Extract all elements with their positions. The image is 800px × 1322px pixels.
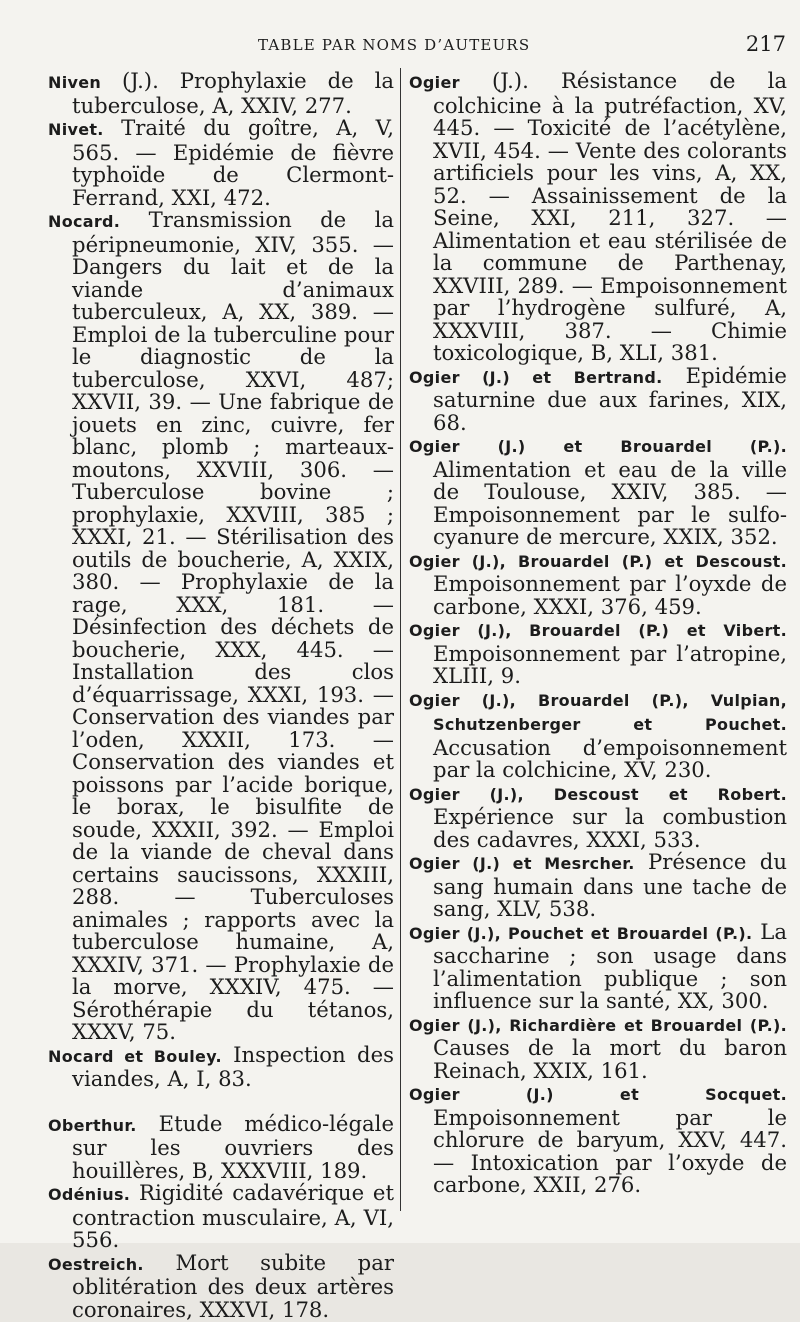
entry-text: Etude médico-légale sur les ouvriers des houillères, B, XXXVIII, 189. bbox=[72, 1110, 394, 1183]
author-name: Nivet. bbox=[48, 120, 104, 139]
index-entry bbox=[48, 117, 394, 209]
author-name: Ogier (J.), Pouchet et Brouardel (P.). bbox=[409, 923, 753, 943]
author-name: Ogier (J.) et Socquet. bbox=[409, 1085, 787, 1104]
index-entry bbox=[48, 1041, 394, 1091]
entry-text: Inspection des viandes, A, I, 83. bbox=[72, 1041, 394, 1091]
index-entry bbox=[409, 782, 787, 852]
entry-text: Rigidité cadavérique et contraction musculaire, A, VI, 556. bbox=[72, 1180, 394, 1252]
entry-text: Epidémie saturnine due aux farines, XIX, 68. bbox=[433, 362, 787, 435]
author-name: Ogier bbox=[409, 73, 460, 92]
index-entry bbox=[409, 70, 787, 365]
index-entry bbox=[409, 1013, 787, 1083]
index-entry bbox=[409, 362, 787, 435]
page-header bbox=[0, 32, 800, 58]
index-entry bbox=[409, 851, 787, 921]
entry-text: Présence du sang humain dans une tache de sang, XLV, 538. bbox=[433, 849, 787, 921]
entry-text: (J.). Résistance de la colchicine à la putréfaction, XV, 445. — Toxicité de l’acétylène, XVII, 454. — Vente des colorants artificiels pour les vins, A, XX, 52. — Assainissement de la Seine, XXI, 211, 327. — Alimentation et eau stérilisée de la commune de Parthenay, XXVIII, 289. — Empoisonnement par l’hydrogène sulfuré, A, XXXVIII, 387. — Chimie toxicologique, B, XLI, 381. bbox=[433, 68, 787, 365]
author-name: Ogier (J.), Brouardel (P.) et Descoust. bbox=[409, 551, 787, 571]
index-entry bbox=[409, 918, 787, 1013]
entry-text: Alimentation et eau de la ville de Toulouse, XXIV, 385. — Empoisonnement par le sulfo-cyanure de mercure, XXIX, 352. bbox=[433, 456, 787, 549]
entry-text: Empoisonnement par le chlorure de baryum, XXV, 447. — Intoxication par l’oxyde de carbone, XXII, 276. bbox=[433, 1104, 787, 1197]
entry-text: La saccharine ; son usage dans l’alimentation publique ; son influence sur la santé, XX, 300. bbox=[433, 918, 787, 1013]
index-entry bbox=[48, 1249, 394, 1322]
right-column bbox=[409, 70, 787, 1197]
index-entry bbox=[409, 1082, 787, 1197]
author-name: Ogier (J.) et Brouardel (P.). bbox=[409, 437, 787, 456]
author-name: Oestreich. bbox=[48, 1254, 144, 1274]
entry-text: Expérience sur la combustion des cadavres, XXXI, 533. bbox=[433, 804, 787, 852]
author-name: Ogier (J.), Richardière et Brouardel (P.). bbox=[409, 1015, 787, 1035]
entry-text: Traité du goître, A, V, 565. — Epidémie de fièvre typhoïde de Clermont-Ferrand, XXI, 472. bbox=[72, 115, 394, 210]
index-entry bbox=[409, 434, 787, 549]
entry-text: (J.). Prophylaxie de la tuberculose, A, XXIV, 277. bbox=[72, 68, 394, 118]
running-title: TABLE PAR NOMS D’AUTEURS bbox=[258, 36, 531, 54]
author-name: Oberthur. bbox=[48, 1115, 137, 1135]
author-name: Odénius. bbox=[48, 1185, 131, 1204]
index-entry bbox=[409, 688, 787, 782]
index-entry bbox=[48, 70, 394, 117]
index-entry bbox=[48, 1110, 394, 1183]
index-entry bbox=[409, 549, 787, 619]
author-name: Ogier (J.), Brouardel (P.), Vulpian, Schutzenberger et Pouchet. bbox=[409, 690, 787, 734]
left-column bbox=[48, 70, 394, 1321]
column-divider bbox=[400, 68, 401, 1211]
author-name: Ogier (J.) et Mesrcher. bbox=[409, 854, 635, 873]
entry-text: Empoisonnement par l’atropine, XLIII, 9. bbox=[433, 640, 787, 688]
author-name: Nocard. bbox=[48, 212, 121, 231]
author-name: Ogier (J.), Descoust et Robert. bbox=[409, 784, 787, 804]
author-name: Niven bbox=[48, 73, 102, 92]
index-entry bbox=[48, 209, 394, 1044]
entry-text: Empoisonnement par l’oyxde de carbone, XXXI, 376, 459. bbox=[433, 571, 787, 619]
author-name: Nocard et Bouley. bbox=[48, 1046, 222, 1066]
page-number: 217 bbox=[745, 32, 786, 56]
entry-text: Mort subite par oblitération des deux artères coronaires, XXXVI, 178. bbox=[72, 1249, 394, 1322]
entry-text: Causes de la mort du baron Reinach, XXIX, 161. bbox=[433, 1035, 787, 1083]
entry-text: Accusation d’empoisonnement par la colchicine, XV, 230. bbox=[433, 734, 787, 782]
author-name: Ogier (J.), Brouardel (P.) et Vibert. bbox=[409, 621, 787, 640]
index-entry bbox=[409, 618, 787, 688]
entry-text: Transmission de la péripneumonie, XIV, 355. — Dangers du lait et de la viande d’animaux tuberculeux, A, XX, 389. —Emploi de la tuberculine pour le diagnostic de la tuberculose, XXVI, 487; XXVII, 39. — Une fabrique de jouets en zinc, cuivre, fer blanc, plomb ; marteaux-moutons, XXVIII, 306. — Tuberculose bovine ; prophylaxie, XXVIII, 385 ; XXXI, 21. — Stérilisation des outils de boucherie, A, XXIX, 380. — Prophylaxie de la rage, XXX, 181. — Désinfection des déchets de boucherie, XXX, 445. — Installation des clos d’équarrissage, XXXI, 193. — Conservation des viandes par l’oden, XXXII, 173. — Conservation des viandes et poissons par l’acide borique, le borax, le bisulfite de soude, XXXII, 392. — Emploi de la viande de cheval dans certains saucissons, XXXIII, 288. — Tuberculoses animales ; rapports avec la tuberculose humaine, A, XXXIV, 371. — Prophylaxie de la morve, XXXIV, 475. — Sérothérapie du tétanos, XXXV, 75. bbox=[72, 207, 394, 1044]
author-name: Ogier (J.) et Bertrand. bbox=[409, 367, 663, 387]
index-entry bbox=[48, 1182, 394, 1252]
